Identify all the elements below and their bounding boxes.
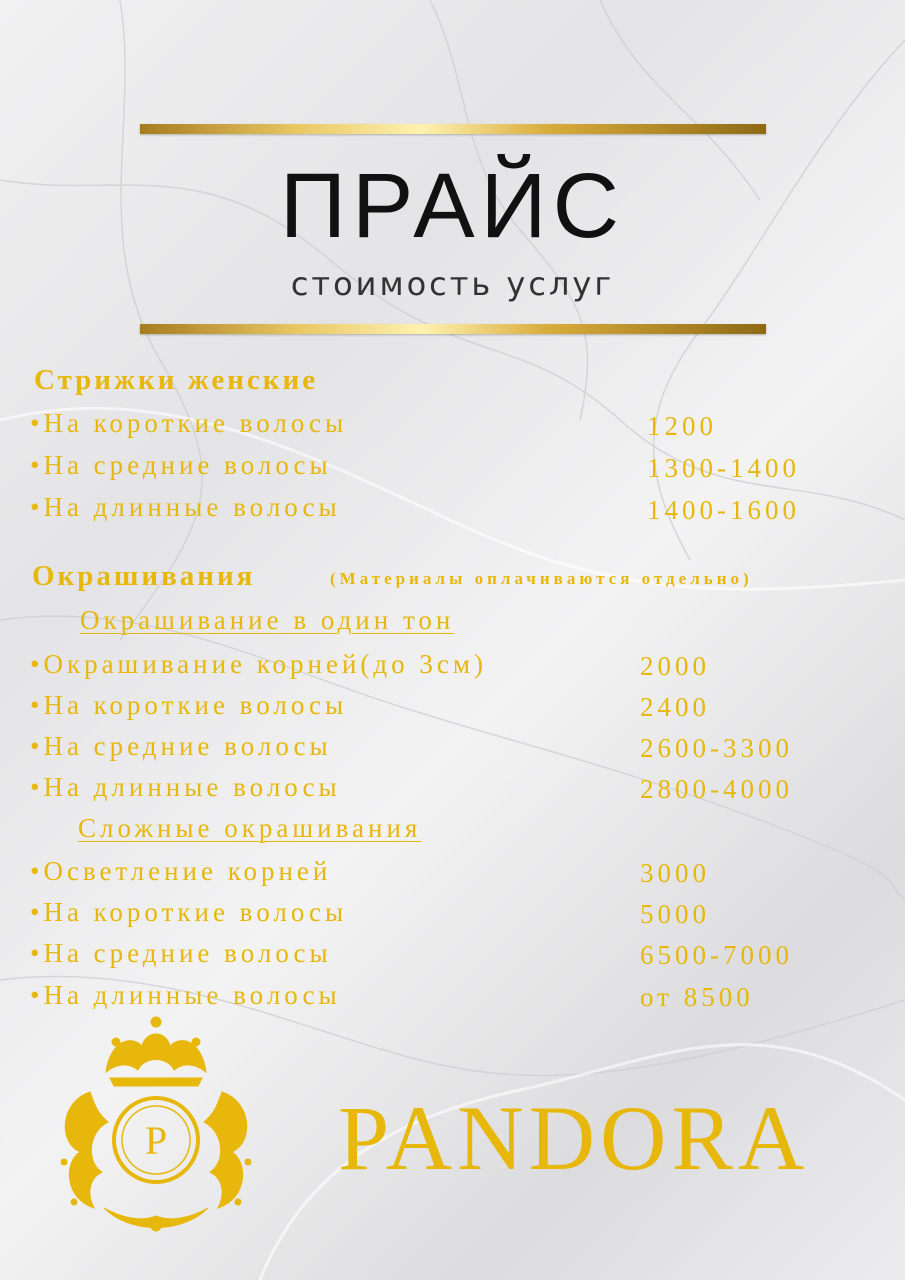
top-gold-bar [140,124,766,134]
service-label: •Окрашивание корней(до 3см) [30,649,487,679]
service-price: 2600-3300 [640,733,793,763]
service-label: •На средние волосы [30,450,332,480]
service-price: 1300-1400 [647,453,800,483]
service-price: 6500-7000 [640,940,793,970]
subsection-title-complex: Сложные окрашивания [78,813,422,843]
service-price: 5000 [640,899,710,929]
section-title-haircuts: Стрижки женские [34,364,319,396]
coloring-note: (Материалы оплачиваются отдельно) [330,569,753,588]
service-label: •На короткие волосы [30,897,348,927]
service-label: •На средние волосы [30,731,332,761]
service-label: •На средние волосы [30,938,332,968]
service-price: 2800-4000 [640,774,793,804]
service-price: 2400 [640,692,710,722]
bottom-gold-bar [140,324,766,334]
service-price: 2000 [640,651,710,681]
service-price: от 8500 [640,982,754,1012]
service-label: •На длинные волосы [30,980,341,1010]
service-price: 3000 [640,858,710,888]
service-label: •На длинные волосы [30,492,341,522]
page-subtitle: стоимость услуг [290,265,615,303]
ornate-crown-monogram-icon [50,1012,262,1234]
logo-letter: P [144,1118,168,1163]
service-label: •На короткие волосы [30,408,348,438]
service-price: 1400-1600 [647,495,800,525]
service-price: 1200 [647,411,717,441]
service-label: •Осветление корней [30,856,332,886]
subsection-title-one-tone: Окрашивание в один тон [80,605,455,635]
page-title: ПРАЙС [279,155,626,257]
service-label: •На длинные волосы [30,772,341,802]
service-label: •На короткие волосы [30,690,348,720]
brand-name: PANDORA [338,1087,810,1189]
section-title-coloring: Окрашивания [32,560,256,592]
